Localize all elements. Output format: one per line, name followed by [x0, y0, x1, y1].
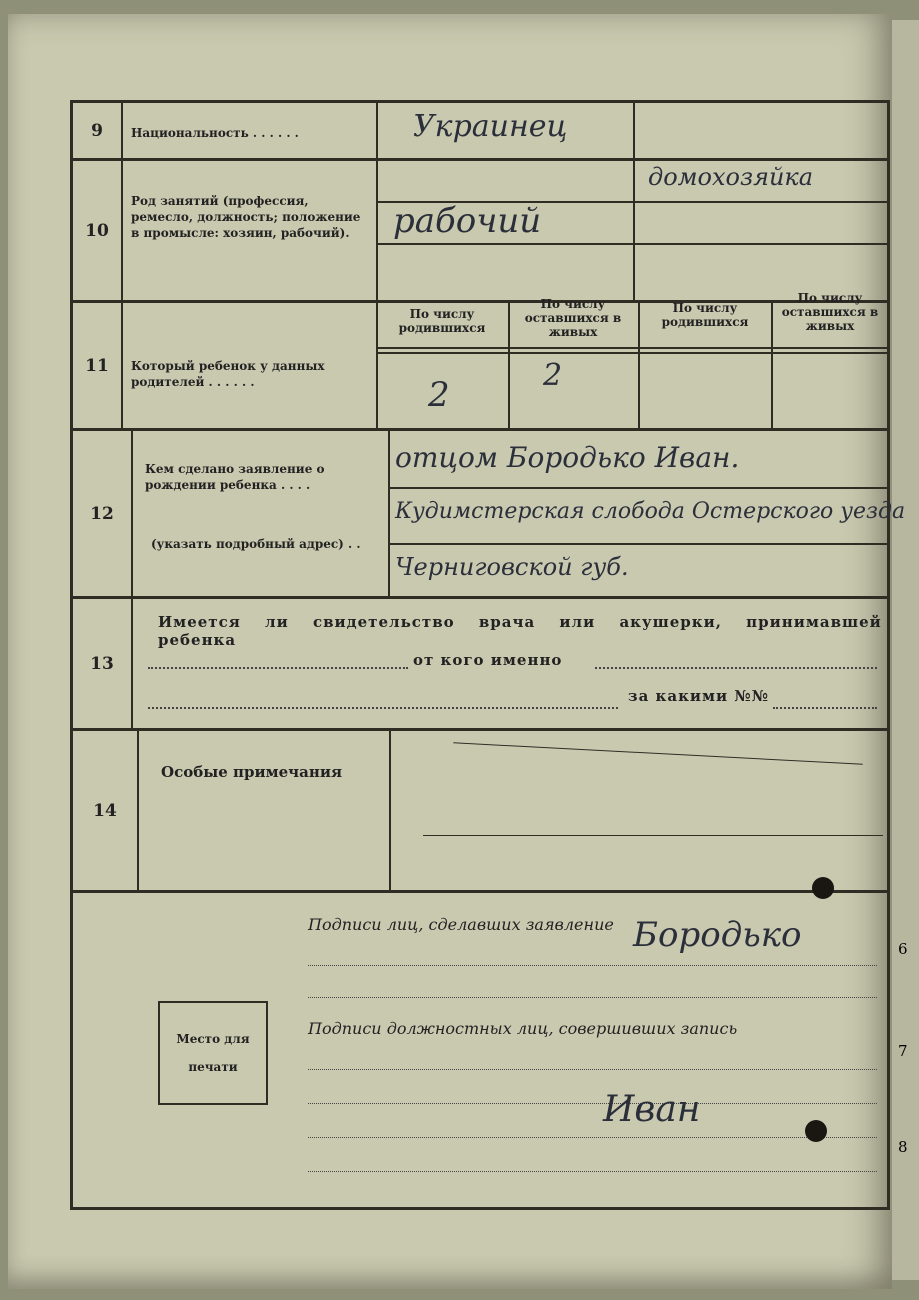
column-header: По числу оставшихся в живых — [781, 291, 879, 333]
row-nationality — [73, 103, 887, 161]
row-number: 13 — [73, 599, 133, 728]
applicants-signature-label: Подписи лиц, сделавших заявление — [308, 915, 614, 934]
applicant-signature: Бородько — [633, 915, 802, 955]
binding-hole — [805, 1120, 827, 1142]
row-child-order — [73, 291, 887, 431]
handwritten-value: рабочий — [393, 201, 542, 241]
row-label: Особые примечания — [161, 763, 343, 781]
stamp-label: Место для — [176, 1032, 250, 1046]
numbers-label: за какими №№ — [628, 687, 770, 705]
handwritten-value: Украинец — [413, 109, 568, 144]
official-signature: Иван — [603, 1089, 701, 1130]
signatures-section — [73, 893, 887, 1207]
handwritten-value: Кудимстерская слобода Остерского уезда — [395, 499, 906, 524]
birth-record-form — [70, 100, 906, 1210]
row-number: 9 — [73, 103, 123, 158]
handwritten-value: домохозяйка — [648, 163, 814, 191]
row-notes — [73, 731, 887, 893]
side-number: 8 — [898, 1138, 908, 1156]
row-number: 11 — [73, 303, 123, 428]
row-label: Кем сделано заявление о рождении ребенка . . . . — [145, 462, 325, 492]
row-number: 10 — [73, 161, 123, 300]
row-number: 12 — [73, 431, 133, 596]
binding-hole — [812, 877, 834, 899]
stamp-placeholder — [158, 1001, 268, 1105]
question-text: Имеется ли свидетельство врача или акушерки, принимавшей ребенка — [158, 613, 882, 649]
side-number: 7 — [898, 1042, 908, 1060]
column-header: По числу родившихся — [661, 301, 749, 329]
side-number: 6 — [898, 940, 908, 958]
column-header: По числу родившихся — [398, 307, 486, 335]
officials-signature-label: Подписи должностных лиц, совершивших запись — [308, 1019, 738, 1038]
row-certificate — [73, 599, 887, 731]
row-occupation — [73, 161, 887, 303]
row-label: Национальность . . . . . . — [131, 126, 299, 140]
row-label-address: (указать подробный адрес) . . — [151, 537, 361, 551]
from-whom-label: от кого именно — [413, 651, 563, 669]
row-label: Который ребенок у данных родителей . . . . . . — [131, 359, 325, 389]
row-applicant — [73, 431, 906, 599]
stamp-label: печати — [188, 1060, 238, 1074]
handwritten-value: Черниговской губ. — [395, 553, 629, 581]
row-number: 14 — [73, 731, 139, 890]
handwritten-value: 2 — [428, 375, 450, 415]
column-header: По числу оставшихся в живых — [524, 297, 622, 339]
handwritten-value: 2 — [543, 358, 563, 393]
row-label: Род занятий (профессия, ремесло, должность; положение в промысле: хозяин, рабочий). — [131, 194, 361, 240]
handwritten-value: отцом Бородько Иван. — [395, 441, 740, 474]
